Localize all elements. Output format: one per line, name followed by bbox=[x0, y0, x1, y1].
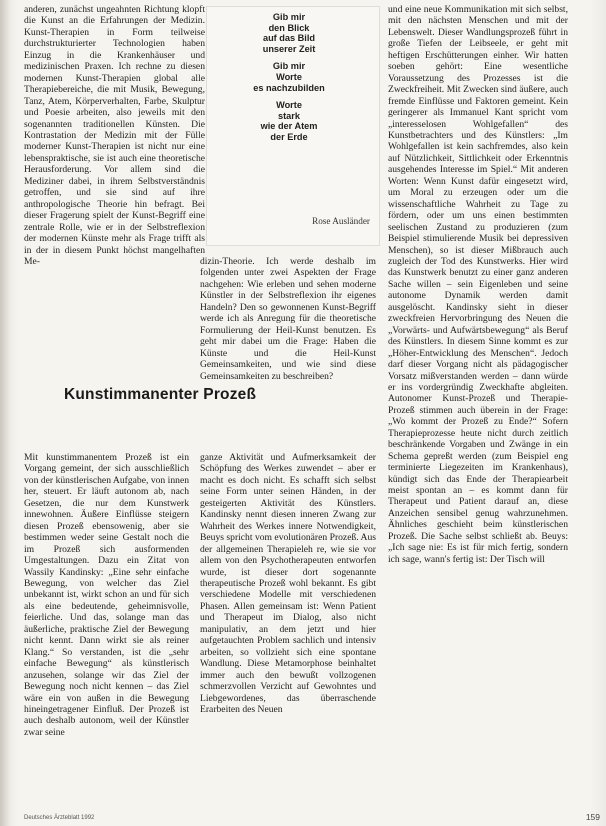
poem-line: auf das Bild bbox=[262, 33, 316, 44]
poem bbox=[224, 12, 354, 143]
poem-line: Worte bbox=[276, 71, 302, 82]
poem-author: Rose Ausländer bbox=[312, 216, 370, 226]
poem-line: wie der Atem bbox=[260, 121, 318, 132]
section-heading: Kunstimmanenter Prozeß bbox=[64, 386, 257, 403]
article-column-1 bbox=[24, 4, 205, 352]
poem-line: unserer Zeit bbox=[262, 43, 316, 54]
article-paragraph: ganze Aktivität und Aufmerksamkeit der Schöpfung des Werkes zuwendet – aber er macht es doch nicht. Es schafft sich selbst seine Form unter seinen Händen, in der gesteigerten Aktivität des Künstlers. Kandinsky nennt diesen inneren Zwang zur Wahrheit des Werkes innere Notwendigkeit, Beuys spricht vom evolutionären Prozeß. Aus der allgemeinen Therapieleh re, wie sie vor allem von den Psychotherapeuten entworfen wurde, ist dieser dort sogenannte therapeutische Prozeß wohl bekannt. Es gibt verschiedene Modelle mit verschiedenen Phasen. Allen gemeinsam ist: Wenn Patient und Therapeut im Dialog, also nicht manipulativ, an dem jetzt und hier aufgetauchten Problem sachlich und intensiv arbeiten, so vollzieht sich eine spontane Wandlung. Diese Metamorphose beinhaltet immer auch den bewußt vollzogenen schmerzvollen Verzicht auf Gewohntes und Liebgewordenes, das überraschende Erarbeiten des Neuen bbox=[200, 452, 376, 715]
poem-line: Worte bbox=[276, 100, 302, 111]
poem-line: Gib mir bbox=[272, 61, 306, 72]
article-paragraph: und eine neue Kommunikation mit sich selbst, mit den nächsten Menschen und mit der Lebenswelt. Dieser Wandlungsprozeß führt in große Tiefen der Leibseele, er geht mit heftigen Erschütterungen einher. Wir hatten soeben gehört: Eine wesentliche Voraussetzung des Prozesses ist die Zweckfreiheit. Mit Zwecken sind äußere, auch fremde Einflüsse und Faktoren gemeint. Kein geringerer als Immanuel Kant spricht vom „interesselosen Wohlgefallen“ des Kunstbetrachters und des Künstlers: „Im Wohlgefallen ist kein sachfremdes, also kein auf Nützlichkeit, Sittlichkeit oder Erkenntnis ausgehendes Interesse im Spiel.“ Mit anderen Worten: Wenn Kunst dafür eingesetzt wird, um Moral zu erzeugen oder um die wissenschaftliche Wahrheit zu Tage zu fördern, oder um uns einen bestimmten seelischen Zustand zu produzieren (zum Beispiel stimulierende Musik bei depressiven Menschen), so ist dieser Mißbrauch auch zugleich der Tod des Kunstwerks. Hier wird das Kunstwerk benutzt zu einer ganz anderen Sache willen – sein Eigenleben und seine autonome Dynamik werden damit ausgelöscht. Kandinsky sieht in dieser zweckfreien Hervorbringung des Neuen die „Vorwärts- und Aufwärtsbewegung“ als Beruf des Künstlers. In diesem Sinne kommt es zur „Höher-Entwicklung des Menschen“. Jedoch darf dieser Vorgang nicht als pädagogischer Vorsatz mißverstanden werden – dann würde er ins vordergründig Zweckhafte abgleiten. Autonomer Kunst-Prozeß und Therapie-Prozeß stimmen auch überein in der Frage: „Wo kommt der Prozeß zu Ende?“ Sofern Therapieprozesse heute nicht durch zeitlich beschränkende Vorgaben und Zwänge in ein Schema gepreßt werden (zum Beispiel eng terminierte Liegezeiten im Krankenhaus), kündigt sich das Ende der Therapiearbeit meist spontan an – es kommt dann für Therapeut und Patient darauf an, diese Anzeichen sensibel genug wahrzunehmen. Ähnliches geschieht beim künstlerischen Prozeß. Die Sache selbst schließt ab. Beuys: „Ich sage nie: Es ist für mich fertig, sondern ich sage, wann's fertig ist: Der Tisch will bbox=[388, 4, 568, 565]
book-spine-shadow bbox=[0, 0, 10, 826]
article-column-2-bottom bbox=[200, 452, 376, 824]
article-column-2-top bbox=[200, 256, 376, 382]
page-number: 159 bbox=[585, 812, 600, 822]
page-footer: Deutsches Ärzteblatt 1992 bbox=[24, 815, 95, 821]
article-paragraph: anderen, zunächst ungeahnten Richtung klopft die Kunst an die Erfahrungen der Medizin. Kunst-Therapien in Form teilweise durchstrukturierter Technologien haben Einzug in die Krankenhäuser und medizinischen Praxen. Ich rechne zu diesen modernen Kunst-Therapien global alle Therapiebereiche, die mit Musik, Bewegung, Tanz, Atem, Körperverhalten, Farbe, Skulptur und Poesie arbeiten, also jeweils mit den sogenannten traditionellen Künsten. Die Kontrastation der Medizin mit der Fülle moderner Kunst-Therapien ist nicht nur eine lebenspraktische, sie ist auch eine theoretische Herausforderung. Vor allem sind die Mediziner dabei, in ihrem Selbstverständnis getroffen, und sie sind auf ihre anthropologische Theorie hin befragt. Bei dieser Fragerung spielt der Kunst-Begriff eine zentrale Rolle, wie er in der Selbstreflexion der modernen Künste mehr als Frage trifft als in der in diesem Punkt höchst mangelhaften Me- bbox=[24, 4, 205, 267]
article-column-3 bbox=[388, 4, 568, 822]
article-column-1-bottom bbox=[24, 452, 189, 824]
poem-line: der Erde bbox=[270, 131, 308, 142]
article-paragraph: Mit kunstimmanentem Prozeß ist ein Vorgang gemeint, der sich ausschließlich von der künstlerischen Aufgabe, von innen her, steuert. Er läuft autonom ab, nach Gesetzen, die nur dem Kunstwerk innewohnen. Äußere Einflüsse steigern diesen Prozeß ebensowenig, aber sie bestimmen weder seine Gestalt noch die im Prozeß sich ausformenden Umgestaltungen. Dazu ein Zitat von Wassily Kandinsky: „Eine sehr einfache Bewegung, von welcher das Ziel unbekannt ist, wirkt schon an und für sich als eine bedeutende, geheimnisvolle, feierliche. Und das, solange man das äußerliche, praktische Ziel der Bewegung nicht kennt. Dann wirkt sie als reiner Klang.“ So verstanden, ist die „sehr einfache Bewegung“ als künstlerisch anzusehen, solange wir das Ziel der Bewegung noch nicht kennen – das Ziel wäre ein von außen in die Bewegung hineingetragener Einfluß. Der Prozeß ist auch deshalb autonom, weil der Künstler zwar seine bbox=[24, 452, 189, 738]
poem-line: Gib mir bbox=[272, 12, 306, 22]
article-paragraph: dizin-Theorie. Ich werde deshalb im folgenden unter zwei Aspekten der Frage nachgehen: Wie erleben und sehen moderne Künstler in der Selbstreflexion ihr eigenes Handeln? Den so gewonnenen Kunst-Begriff werde ich als Anregung für die theoretische Formulierung der Heil-Kunst benutzen. Es geht mir dabei um die Frage: Haben die Künste und die Heil-Kunst Gemeinsamkeiten, und wie sind diese Gemeinsamkeiten zu beschreiben? bbox=[200, 256, 376, 382]
poem-line: es nachzubilden bbox=[253, 82, 325, 93]
poem-line: den Blick bbox=[268, 22, 310, 33]
poem-line: stark bbox=[278, 110, 300, 121]
